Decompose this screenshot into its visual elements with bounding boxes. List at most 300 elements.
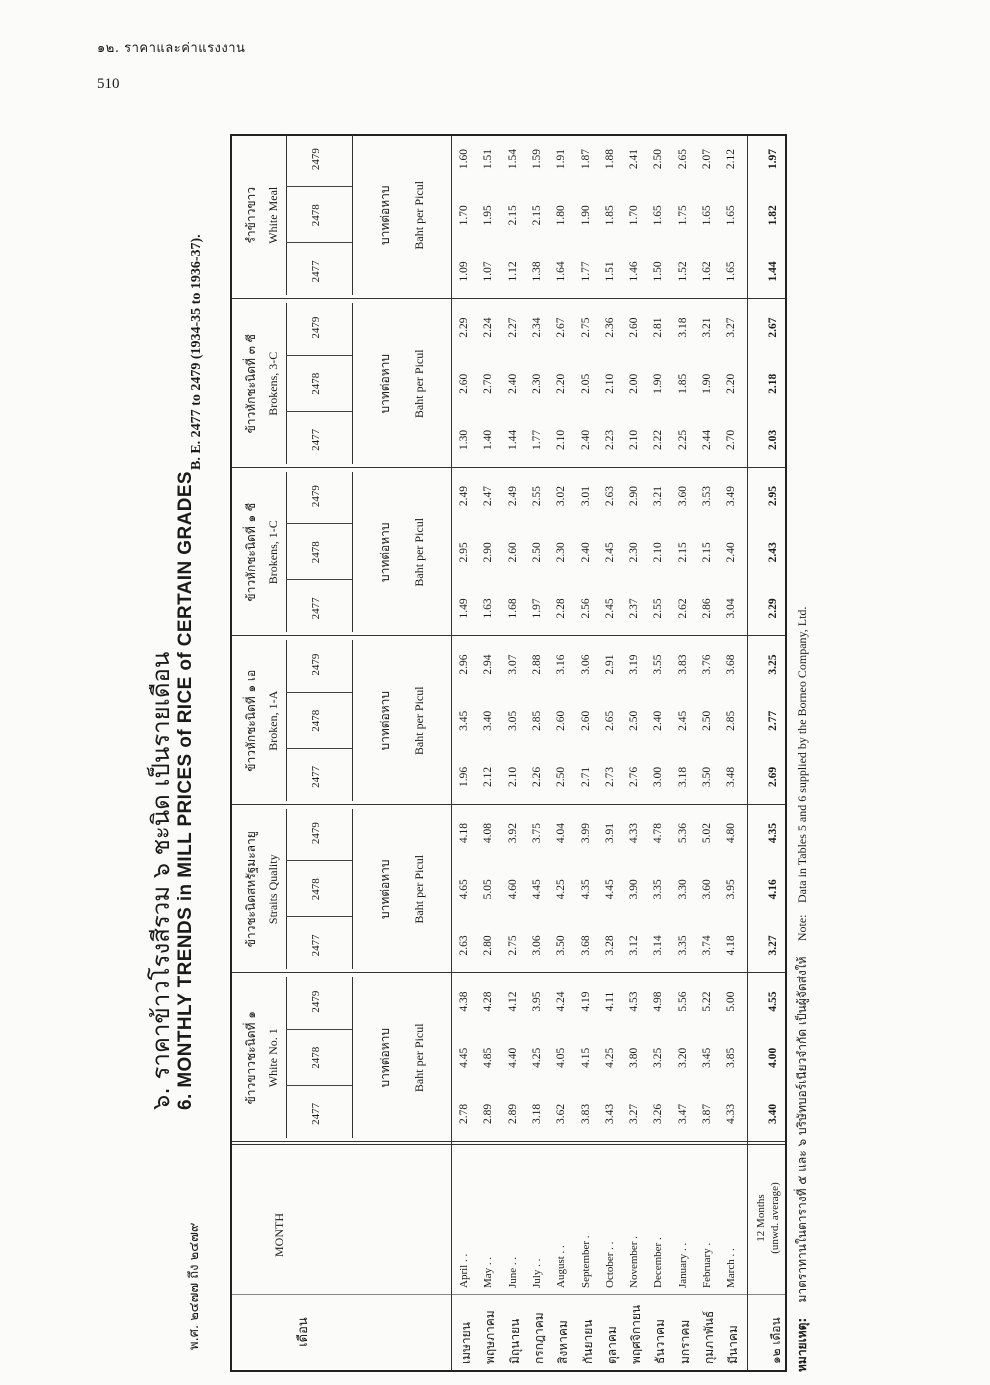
price-value: 4.25: [603, 1047, 616, 1068]
price-value: 2.89: [482, 1103, 495, 1124]
price-value: 3.20: [676, 1047, 689, 1068]
price-value: 5.36: [676, 823, 689, 844]
price-value: 2.29: [458, 317, 470, 338]
unit-thai: บาทต่อหาบ: [378, 353, 392, 414]
month-en: October . .: [603, 1241, 616, 1288]
year-label: 2478: [310, 541, 322, 564]
price-value: 4.38: [458, 991, 470, 1012]
price-value: 1.54: [506, 149, 519, 170]
price-value: 2.90: [628, 486, 641, 507]
average-label-en-1: 12 Months: [754, 1194, 767, 1242]
month-thai: มกราคม: [677, 1319, 692, 1364]
month-header-en: MONTH: [272, 1213, 286, 1257]
price-value: 3.45: [458, 710, 470, 731]
unit-thai: บาทต่อหาบ: [378, 522, 392, 583]
price-value: 2.60: [506, 542, 519, 563]
price-value: 1.77: [579, 261, 592, 282]
year-header-bottom: [352, 472, 353, 633]
price-value: 1.85: [676, 373, 689, 394]
price-value: 3.91: [603, 823, 616, 844]
year-divider: [286, 579, 352, 580]
average-separator: [747, 136, 748, 1370]
price-value: 3.60: [676, 486, 689, 507]
average-value: 3.27: [766, 935, 779, 956]
price-value: 2.41: [628, 149, 641, 170]
price-value: 3.95: [530, 991, 543, 1012]
price-value: 2.89: [506, 1103, 519, 1124]
price-value: 1.60: [458, 149, 470, 170]
year-label: 2477: [310, 934, 322, 957]
price-value: 2.81: [652, 317, 665, 338]
year-label: 2478: [310, 372, 322, 395]
price-value: 4.35: [579, 879, 592, 900]
year-header-top: [286, 472, 287, 633]
average-value: 2.18: [766, 373, 779, 394]
price-value: 2.50: [652, 149, 665, 170]
price-value: 2.63: [603, 486, 616, 507]
month-thai: พฤษภาคม: [483, 1310, 498, 1364]
average-label-thai: ๑๒ เดือน: [768, 1317, 783, 1364]
price-value: 1.12: [506, 261, 519, 282]
price-value: 2.85: [725, 710, 738, 731]
price-value: 1.90: [579, 205, 592, 226]
price-value: 3.18: [676, 317, 689, 338]
price-value: 3.04: [725, 598, 738, 619]
price-value: 3.62: [555, 1103, 568, 1124]
average-value: 2.43: [766, 542, 779, 563]
price-value: 2.07: [701, 149, 713, 170]
price-value: 2.10: [628, 429, 641, 450]
price-value: 2.23: [603, 429, 616, 450]
year-divider: [286, 411, 352, 412]
year-label: 2479: [310, 316, 322, 339]
price-value: 3.53: [701, 486, 713, 507]
year-header-top: [286, 978, 287, 1139]
price-value: 3.45: [701, 1047, 713, 1068]
price-value: 2.20: [725, 373, 738, 394]
price-value: 2.60: [579, 710, 592, 731]
price-value: 1.51: [482, 149, 495, 170]
price-value: 5.56: [676, 991, 689, 1012]
year-header-bottom: [352, 641, 353, 802]
price-value: 1.77: [530, 429, 543, 450]
price-value: 4.18: [458, 823, 470, 844]
header-bottom-line: [451, 136, 452, 1370]
price-value: 1.09: [458, 261, 470, 282]
price-value: 1.49: [458, 598, 470, 619]
year-divider: [286, 1029, 352, 1030]
price-value: 1.62: [701, 261, 713, 282]
month-en: July . .: [530, 1258, 543, 1288]
note: [793, 607, 812, 1372]
price-value: 3.87: [701, 1103, 713, 1124]
grade-name-thai: ข้าวหักชะนิดที่ ๑ ซี: [244, 502, 258, 602]
price-value: 2.15: [506, 205, 519, 226]
month-thai: สิงหาคม: [556, 1320, 571, 1364]
price-value: 2.49: [506, 486, 519, 507]
price-value: 3.76: [701, 654, 713, 675]
year-divider: [286, 692, 352, 693]
grade-name-en: White No. 1: [266, 1028, 280, 1088]
price-value: 1.07: [482, 261, 495, 282]
price-value: 1.68: [506, 598, 519, 619]
price-value: 2.78: [458, 1103, 470, 1124]
price-value: 3.49: [725, 486, 738, 507]
price-value: 2.45: [603, 598, 616, 619]
price-value: 1.44: [506, 429, 519, 450]
price-value: 1.70: [458, 205, 470, 226]
price-table: [230, 134, 787, 1372]
price-value: 4.40: [506, 1047, 519, 1068]
year-label: 2477: [310, 260, 322, 283]
unit-en: Baht per Picul: [412, 517, 426, 587]
price-value: 3.75: [530, 823, 543, 844]
average-value: 3.40: [766, 1103, 779, 1124]
price-value: 4.98: [652, 991, 665, 1012]
price-value: 4.33: [628, 823, 641, 844]
year-header-top: [286, 304, 287, 465]
unit-en: Baht per Picul: [412, 349, 426, 419]
unit-thai: บาทต่อหาบ: [378, 1027, 392, 1088]
unit-thai: บาทต่อหาบ: [378, 859, 392, 920]
price-value: 4.15: [579, 1047, 592, 1068]
price-value: 3.40: [482, 710, 495, 731]
price-value: 3.18: [530, 1103, 543, 1124]
average-value: 2.95: [766, 486, 779, 507]
price-value: 2.27: [506, 317, 519, 338]
price-value: 3.90: [628, 879, 641, 900]
price-value: 1.70: [628, 205, 641, 226]
year-header-bottom: [352, 304, 353, 465]
price-value: 2.55: [530, 486, 543, 507]
price-value: 3.02: [555, 486, 568, 507]
price-value: 3.83: [579, 1103, 592, 1124]
price-value: 2.15: [676, 542, 689, 563]
grade-name-en: White Meal: [266, 186, 280, 244]
average-value: 2.03: [766, 429, 779, 450]
price-value: 3.50: [555, 935, 568, 956]
unit-en: Baht per Picul: [412, 1023, 426, 1093]
average-value: 4.16: [766, 879, 779, 900]
price-value: 2.10: [555, 429, 568, 450]
price-value: 4.53: [628, 991, 641, 1012]
price-value: 3.00: [652, 766, 665, 787]
grade-name-en: Brokens, 1-C: [266, 520, 280, 585]
price-value: 4.19: [579, 991, 592, 1012]
grade-name-thai: รำข้าวขาว: [244, 186, 258, 244]
price-value: 3.47: [676, 1103, 689, 1124]
price-value: 2.15: [701, 542, 713, 563]
month-en: September .: [579, 1235, 592, 1288]
price-value: 3.92: [506, 823, 519, 844]
price-value: 3.06: [579, 654, 592, 675]
year-label: 2479: [310, 148, 322, 171]
price-value: 2.10: [506, 766, 519, 787]
price-value: 5.05: [482, 879, 495, 900]
price-value: 2.80: [482, 935, 495, 956]
year-divider: [286, 186, 352, 187]
price-value: 4.85: [482, 1047, 495, 1068]
price-value: 3.35: [652, 879, 665, 900]
price-value: 1.51: [603, 261, 616, 282]
price-value: 1.91: [555, 149, 568, 170]
average-value: 1.82: [766, 205, 779, 226]
month-en: April . .: [458, 1253, 470, 1288]
average-value: 3.25: [766, 654, 779, 675]
price-value: 2.47: [482, 486, 495, 507]
price-value: 2.25: [676, 429, 689, 450]
price-value: 4.11: [603, 991, 616, 1012]
month-thai: กันยายน: [580, 1319, 595, 1364]
grade-name-en: Broken, 1-A: [266, 690, 280, 751]
average-value: 2.77: [766, 710, 779, 731]
price-value: 2.55: [652, 598, 665, 619]
price-value: 4.33: [725, 1103, 738, 1124]
note-en: Data in Tables 5 and 6 supplied by the Borneo Company, Ltd.: [795, 606, 809, 904]
unit-thai: บาทต่อหาบ: [378, 690, 392, 751]
year-divider: [286, 242, 352, 243]
price-value: 1.63: [482, 598, 495, 619]
price-value: 2.40: [579, 429, 592, 450]
note-label-en: Note:: [795, 914, 809, 942]
year-label: 2477: [310, 765, 322, 788]
average-label-en-2: (unwd. average): [768, 1182, 781, 1254]
price-value: 1.75: [676, 205, 689, 226]
price-value: 2.60: [555, 710, 568, 731]
month-thai: มีนาคม: [726, 1325, 741, 1364]
price-value: 1.65: [652, 205, 665, 226]
average-value: 4.55: [766, 991, 779, 1012]
year-header-top: [286, 641, 287, 802]
price-value: 2.34: [530, 317, 543, 338]
year-label: 2478: [310, 878, 322, 901]
price-value: 4.08: [482, 823, 495, 844]
price-value: 5.22: [701, 991, 713, 1012]
month-thai: กรกฎาคม: [531, 1312, 546, 1364]
price-value: 2.60: [628, 317, 641, 338]
price-value: 2.28: [555, 598, 568, 619]
year-label: 2477: [310, 428, 322, 451]
price-value: 5.00: [725, 991, 738, 1012]
price-value: 2.05: [579, 373, 592, 394]
price-value: 4.60: [506, 879, 519, 900]
price-value: 3.83: [676, 654, 689, 675]
price-value: 3.21: [701, 317, 713, 338]
average-value: 1.44: [766, 261, 779, 282]
price-value: 3.60: [701, 879, 713, 900]
price-value: 1.95: [482, 205, 495, 226]
price-value: 2.75: [579, 317, 592, 338]
average-value: 4.35: [766, 823, 779, 844]
price-value: 3.27: [628, 1103, 641, 1124]
price-value: 2.22: [652, 429, 665, 450]
price-value: 3.25: [652, 1047, 665, 1068]
year-divider: [286, 1085, 352, 1086]
month-thai: เมษายน: [459, 1322, 473, 1364]
month-thai: ธันวาคม: [653, 1319, 668, 1364]
month-thai: กุมภาพันธ์: [702, 1310, 716, 1364]
price-value: 2.70: [725, 429, 738, 450]
running-head: ๑๒. ราคาและค่าแรงงาน: [97, 41, 246, 56]
price-value: 1.64: [555, 261, 568, 282]
price-value: 2.26: [530, 766, 543, 787]
price-value: 2.86: [701, 598, 713, 619]
price-value: 3.07: [506, 654, 519, 675]
note-thai: มาตราทานในตารางที่ ๕ และ ๖ บริษัทบอร์เนียวจำกัด เป็นผู้จัดส่งให้: [795, 956, 809, 1303]
year-divider: [286, 916, 352, 917]
price-value: 2.73: [603, 766, 616, 787]
price-value: 3.05: [506, 710, 519, 731]
price-value: 3.21: [652, 486, 665, 507]
year-header-top: [286, 809, 287, 970]
price-value: 4.24: [555, 991, 568, 1012]
price-value: 2.95: [458, 542, 470, 563]
price-value: 4.12: [506, 991, 519, 1012]
price-value: 2.50: [555, 766, 568, 787]
month-en: December .: [652, 1237, 665, 1288]
price-value: 1.50: [652, 261, 665, 282]
price-value: 4.25: [530, 1047, 543, 1068]
period-thai: พ.ศ. ๒๔๗๗ ถึง ๒๔๗๙: [187, 1222, 202, 1350]
unit-en: Baht per Picul: [412, 686, 426, 756]
price-value: 3.01: [579, 486, 592, 507]
price-value: 1.80: [555, 205, 568, 226]
price-value: 1.96: [458, 766, 470, 787]
price-value: 3.85: [725, 1047, 738, 1068]
price-value: 2.62: [676, 598, 689, 619]
price-value: 2.49: [458, 486, 470, 507]
price-value: 1.65: [701, 205, 713, 226]
year-label: 2477: [310, 1102, 322, 1125]
price-value: 2.65: [603, 710, 616, 731]
price-value: 2.60: [458, 373, 470, 394]
price-value: 2.15: [530, 205, 543, 226]
year-divider: [286, 748, 352, 749]
price-value: 1.97: [530, 598, 543, 619]
price-value: 3.26: [652, 1103, 665, 1124]
price-value: 3.28: [603, 935, 616, 956]
year-header-bottom: [352, 809, 353, 970]
price-value: 1.30: [458, 429, 470, 450]
price-value: 1.90: [701, 373, 713, 394]
price-value: 2.88: [530, 654, 543, 675]
year-divider: [286, 355, 352, 356]
price-value: 3.50: [701, 766, 713, 787]
year-header-bottom: [352, 978, 353, 1139]
price-value: 1.46: [628, 261, 641, 282]
price-value: 2.56: [579, 598, 592, 619]
price-value: 2.40: [506, 373, 519, 394]
price-value: 2.96: [458, 654, 470, 675]
price-value: 4.45: [530, 879, 543, 900]
month-en: May . .: [482, 1256, 495, 1288]
month-header-thai: เดือน: [296, 1317, 311, 1347]
month-en: January . .: [676, 1242, 689, 1288]
price-value: 2.45: [676, 710, 689, 731]
month-thai: มิถุนายน: [507, 1318, 522, 1364]
price-value: 1.88: [603, 149, 616, 170]
title-english: 6. MONTHLY TRENDS in MILL PRICES of RICE of CERTAIN GRADES: [175, 471, 196, 1110]
price-value: 2.85: [530, 710, 543, 731]
year-label: 2478: [310, 709, 322, 732]
month-thai: พฤศจิกายน: [629, 1304, 644, 1364]
price-value: 2.12: [482, 766, 495, 787]
price-value: 2.70: [482, 373, 495, 394]
year-label: 2479: [310, 990, 322, 1013]
year-label: 2479: [310, 653, 322, 676]
grade-name-thai: ข้าวหักชะนิดที่ ๑ เอ: [244, 669, 258, 772]
price-value: 2.91: [603, 654, 616, 675]
price-value: 1.40: [482, 429, 495, 450]
price-value: 4.45: [603, 879, 616, 900]
year-label: 2479: [310, 822, 322, 845]
average-value: 1.97: [766, 149, 779, 170]
grade-name-thai: ข้าวชะนิดสหรัฐมะลายู: [244, 831, 258, 948]
price-value: 4.18: [725, 935, 738, 956]
price-value: 3.95: [725, 879, 738, 900]
year-divider: [286, 860, 352, 861]
price-value: 3.06: [530, 935, 543, 956]
price-value: 2.75: [506, 935, 519, 956]
price-value: 2.94: [482, 654, 495, 675]
average-value: 4.00: [766, 1047, 779, 1068]
price-value: 2.40: [725, 542, 738, 563]
year-label: 2478: [310, 1046, 322, 1069]
unit-en: Baht per Picul: [412, 854, 426, 924]
price-value: 3.16: [555, 654, 568, 675]
price-value: 2.50: [628, 710, 641, 731]
price-value: 1.90: [652, 373, 665, 394]
price-value: 2.40: [579, 542, 592, 563]
price-value: 2.24: [482, 317, 495, 338]
unit-thai: บาทต่อหาบ: [378, 185, 392, 246]
year-header-bottom: [352, 135, 353, 296]
price-value: 2.40: [652, 710, 665, 731]
month-en: August . .: [555, 1245, 568, 1288]
price-value: 3.43: [603, 1103, 616, 1124]
price-value: 2.50: [530, 542, 543, 563]
price-value: 2.50: [701, 710, 713, 731]
price-value: 2.20: [555, 373, 568, 394]
price-value: 2.10: [603, 373, 616, 394]
price-value: 1.52: [676, 261, 689, 282]
price-value: 3.19: [628, 654, 641, 675]
price-value: 2.00: [628, 373, 641, 394]
price-value: 3.68: [725, 654, 738, 675]
price-value: 2.71: [579, 766, 592, 787]
price-value: 3.30: [676, 879, 689, 900]
price-value: 3.99: [579, 823, 592, 844]
price-value: 3.55: [652, 654, 665, 675]
price-value: 2.76: [628, 766, 641, 787]
rotated-table-page: [125, 140, 825, 1380]
month-en: February .: [701, 1242, 713, 1288]
price-value: 5.02: [701, 823, 713, 844]
year-header-top: [286, 135, 287, 296]
price-value: 2.12: [725, 149, 738, 170]
month-en: June . .: [506, 1256, 519, 1288]
year-label: 2478: [310, 204, 322, 227]
price-value: 4.78: [652, 823, 665, 844]
price-value: 2.90: [482, 542, 495, 563]
price-value: 4.05: [555, 1047, 568, 1068]
price-value: 1.65: [725, 205, 738, 226]
price-value: 2.30: [628, 542, 641, 563]
average-value: 2.69: [766, 766, 779, 787]
average-value: 2.67: [766, 317, 779, 338]
period-english: B. E. 2477 to 2479 (1934-35 to 1936-37).: [189, 234, 204, 470]
price-value: 4.28: [482, 991, 495, 1012]
